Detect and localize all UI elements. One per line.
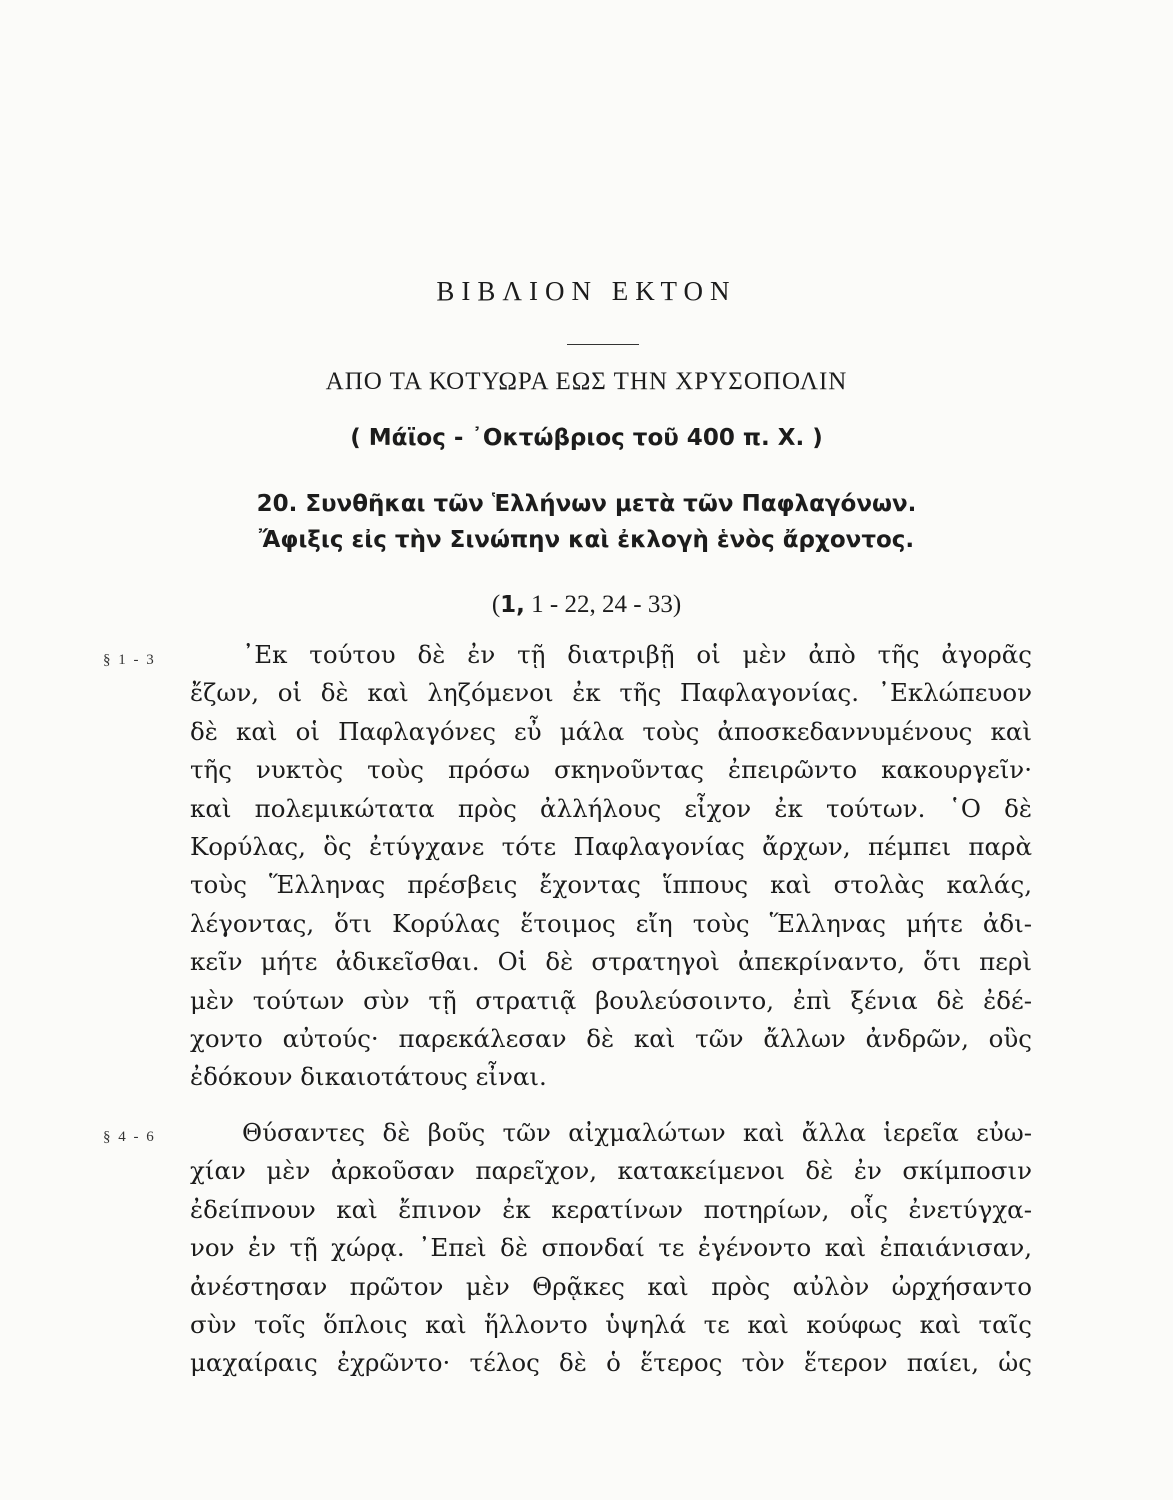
chapter-heading-line-1: 20. Συνθῆκαι τῶν Ἑλλήνων μετὰ τῶν Παφλαγόνων. <box>256 491 917 517</box>
text-line: τοὺς Ἕλληνας πρέσβεις ἔχοντας ἵππους καὶ στολὰς καλάς, <box>190 870 1032 900</box>
text-line: μὲν τούτων σὺν τῇ στρατιᾷ βουλεύσοιντο, ἐπὶ ξένια δὲ ἐδέ- <box>190 985 1032 1015</box>
text-line: χοντο αὐτούς· παρεκάλεσαν δὲ καὶ τῶν ἄλλων ἀνδρῶν, οὓς <box>190 1023 1032 1053</box>
chapter-heading-line-2: Ἄφιξις εἰς τὴν Σινώπην καὶ ἐκλογὴ ἑνὸς ἄρχοντος. <box>258 527 915 553</box>
source-ref-book: 1, <box>500 592 525 618</box>
text-line: λέγοντας, ὅτι Κορύλας ἕτοιμος εἴη τοὺς Ἕλληνας μήτε ἀδι- <box>190 908 1032 938</box>
source-ref-ranges: 1 - 22, 24 - 33) <box>524 591 682 618</box>
margin-reference-1: § 1 - 3 <box>103 652 156 668</box>
text-line: Θύσαντες δὲ βοῦς τῶν αἰχμαλώτων καὶ ἄλλα ἱερεῖα εὐω- <box>242 1118 1032 1147</box>
text-line: ἐδείπνουν καὶ ἔπινον ἐκ κερατίνων ποτηρίων, οἷς ἐνετύγχα- <box>190 1194 1032 1224</box>
text-line: καὶ πολεμικώτατα πρὸς ἀλλήλους εἶχον ἐκ τούτων. ῾Ο δὲ <box>190 793 1032 823</box>
paragraph-2 <box>190 1114 1032 1383</box>
text-line: ἔζων, οἱ δὲ καὶ ληζόμενοι ἐκ τῆς Παφλαγονίας. ᾿Εκλώπευον <box>190 678 1032 708</box>
margin-reference-2: § 4 - 6 <box>103 1129 156 1145</box>
text-line: χίαν μὲν ἀρκοῦσαν παρεῖχον, κατακείμενοι δὲ ἐν σκίμποσιν <box>190 1156 1032 1186</box>
date-range: ( Μάϊος - ᾿Οκτώβριος τοῦ 400 π. Χ. ) <box>350 425 823 451</box>
text-line: σὺν τοῖς ὅπλοις καὶ ἥλλοντο ὑψηλά τε καὶ κούφως καὶ ταῖς <box>190 1309 1032 1339</box>
source-ref-open: ( <box>491 591 501 618</box>
text-line: μαχαίραις ἐχρῶντο· τέλος δὲ ὁ ἕτερος τὸν ἕτερον παίει, ὡς <box>190 1348 1032 1378</box>
text-line: Κορύλας, ὃς ἐτύγχανε τότε Παφλαγονίας ἄρχων, πέμπει παρὰ <box>190 831 1032 861</box>
source-reference <box>0 590 1173 620</box>
text-line: κεῖν μήτε ἀδικεῖσθαι. Οἱ δὲ στρατηγοὶ ἀπεκρίναντο, ὅτι περὶ <box>190 947 1032 977</box>
text-line: δὲ καὶ οἱ Παφλαγόνες εὖ μάλα τοὺς ἀποσκεδαννυμένους καὶ <box>190 716 1032 746</box>
text-line: ἐδόκουν δικαιοτάτους εἶναι. <box>190 1062 547 1092</box>
text-line: τῆς νυκτὸς τοὺς πρόσω σκηνοῦντας ἐπειρῶντο κακουργεῖν· <box>190 755 1032 785</box>
book-title: ΒΙΒΛΙΟΝ ΕΚΤΟΝ <box>436 276 737 306</box>
text-line: ἀνέστησαν πρῶτον μὲν Θρᾷκες καὶ πρὸς αὐλὸν ὠρχήσαντο <box>190 1271 1032 1301</box>
title-divider <box>567 344 639 345</box>
paragraph-1 <box>190 636 1032 1097</box>
text-line: νον ἐν τῇ χώρᾳ. ᾿Επεὶ δὲ σπονδαί τε ἐγένοντο καὶ ἐπαιάνισαν, <box>190 1233 1032 1263</box>
section-title: ΑΠΟ ΤΑ ΚΟΤΥΩΡΑ ΕΩΣ ΤΗΝ ΧΡΥΣΟΠΟΛΙΝ <box>325 368 848 395</box>
chapter-heading <box>0 486 1173 558</box>
text-line: ᾿Εκ τούτου δὲ ἐν τῇ διατριβῇ οἱ μὲν ἀπὸ τῆς ἀγορᾶς <box>242 640 1032 669</box>
